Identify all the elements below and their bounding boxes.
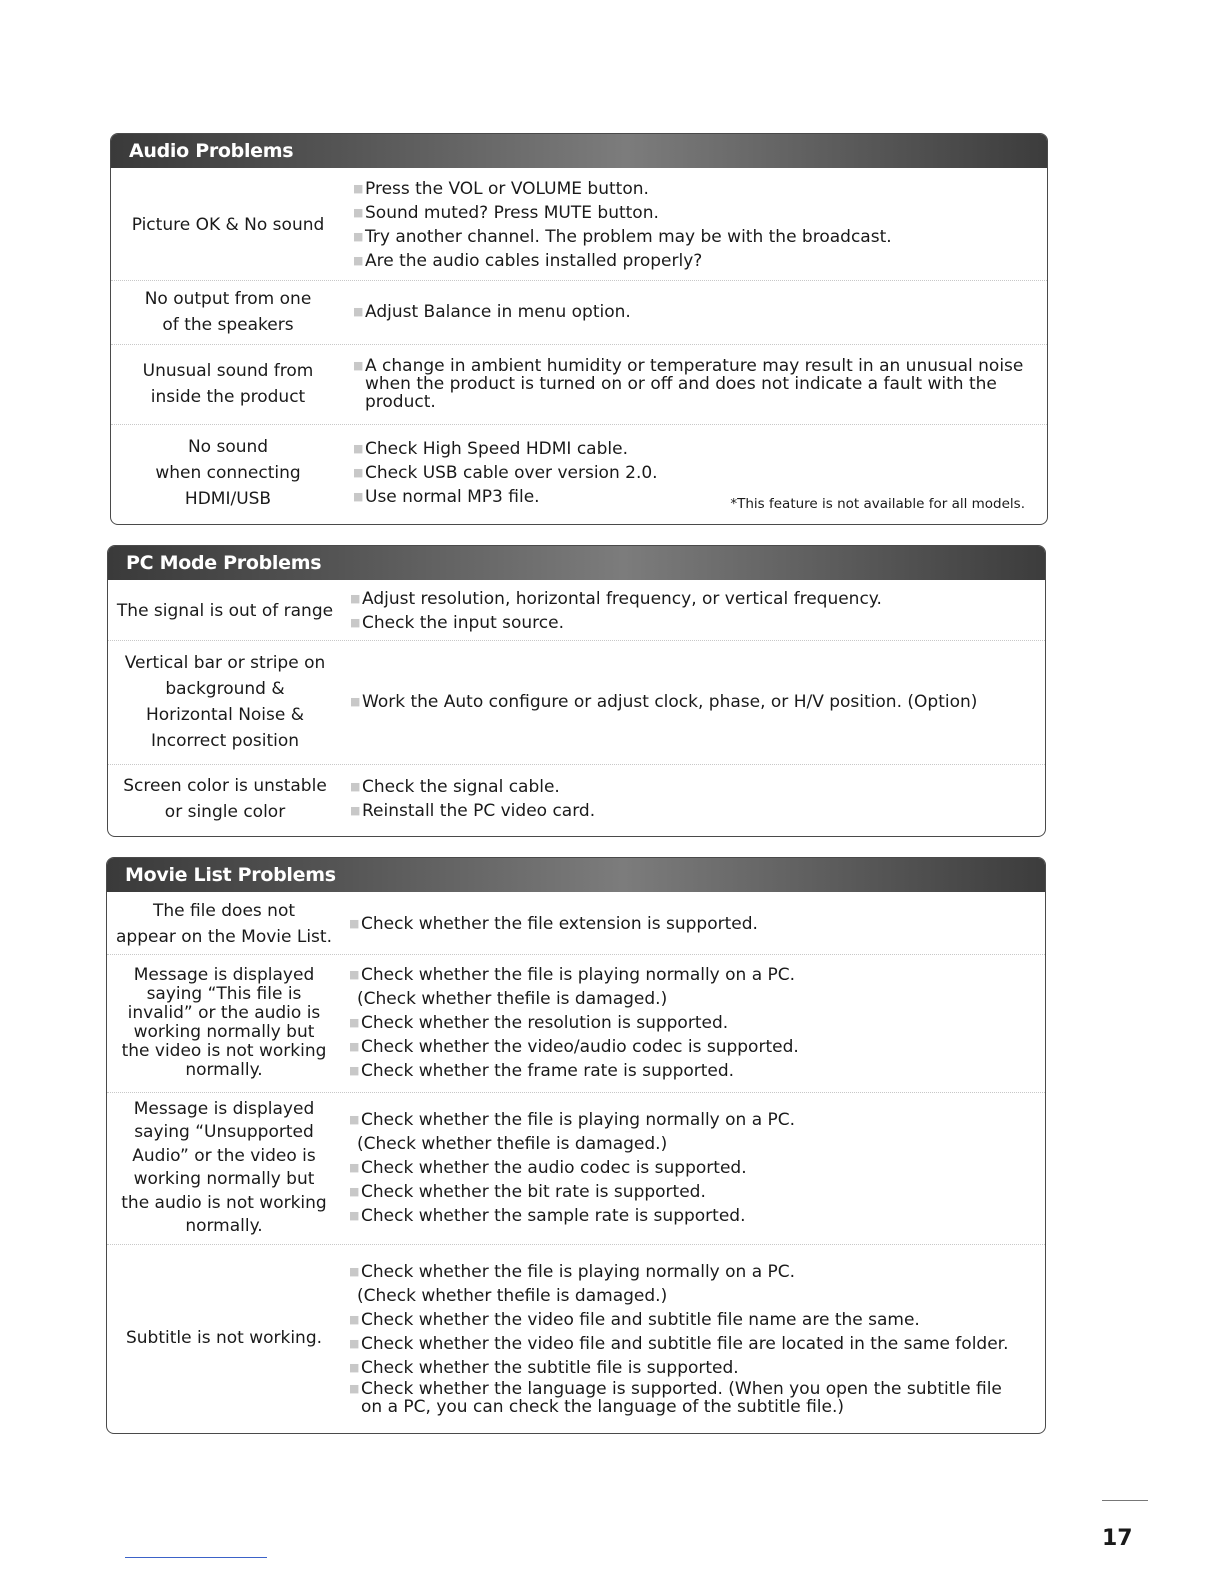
solution-item: ■ Check High Speed HDMI cable.	[353, 439, 628, 459]
solution-item: ■ Adjust Balance in menu option.	[353, 302, 631, 322]
solution-item: ■ Check the input source.	[350, 613, 564, 633]
solution-item: ■ Check whether the subtitle file is supported.	[349, 1358, 739, 1378]
section-header	[107, 858, 1045, 892]
bullet-icon: ■	[353, 305, 364, 318]
bullet-icon: ■	[350, 780, 361, 793]
solution-item: ■ Sound muted? Press MUTE button.	[353, 203, 659, 223]
solution-note: (Check whether thefile is damaged.)	[357, 1286, 668, 1306]
solution-list	[349, 954, 1025, 1092]
bullet-icon: ■	[349, 1040, 360, 1053]
solution-note: (Check whether thefile is damaged.)	[357, 989, 668, 1009]
problem-label: No output from one of the speakers	[144, 289, 312, 335]
solution-item: ■ Are the audio cables installed properly?	[353, 251, 703, 271]
problem-label: Message is displayed saying “This file is invalid” or the audio is working normally but the video is not working normally.	[121, 965, 327, 1080]
solution-item: ■ Check whether the bit rate is supported.	[349, 1182, 706, 1202]
bullet-icon: ■	[353, 466, 364, 479]
solution-item: ■ Use normal MP3 file.	[353, 487, 540, 507]
solution-item: ■ Check whether the video file and subtitle file are located in the same folder.	[349, 1334, 1009, 1354]
table-row	[111, 170, 1047, 281]
solution-list	[349, 894, 1025, 954]
bullet-icon: ■	[353, 442, 364, 455]
solution-item: ■ Check whether the audio codec is supported.	[349, 1158, 747, 1178]
solution-item: ■ Check whether the video/audio codec is supported.	[349, 1037, 799, 1057]
movie-list-problems-section	[106, 857, 1046, 1434]
solution-list	[349, 1244, 1025, 1432]
bullet-icon: ■	[349, 1185, 360, 1198]
table-row	[107, 894, 1045, 955]
solution-item: ■ Check whether the sample rate is supported.	[349, 1206, 746, 1226]
problem-label: The file does not appear on the Movie List.	[116, 901, 332, 947]
solution-list	[353, 170, 1027, 280]
problem-label: Subtitle is not working.	[125, 1328, 323, 1348]
bullet-icon: ■	[350, 695, 361, 708]
bullet-icon: ■	[353, 230, 364, 243]
problem-label: No sound when connecting HDMI/USB	[155, 437, 301, 509]
table-row	[111, 344, 1047, 425]
table-row	[107, 1092, 1045, 1245]
solution-item: ■ Check whether the file is playing normally on a PC.	[349, 1110, 796, 1130]
solution-item: ■ A change in ambient humidity or temperature may result in an unusual noise when the product is turned on or off and does not indicate a fault with the product.	[353, 356, 1024, 412]
solution-item: ■ Check whether the video file and subtitle file name are the same.	[349, 1310, 920, 1330]
solution-list	[350, 764, 1025, 834]
footer-rule	[125, 1557, 267, 1558]
problem-label: Vertical bar or stripe on background & Horizontal Noise & Incorrect position	[124, 653, 326, 751]
pc-mode-problems-section	[107, 545, 1046, 837]
audio-problems-section	[110, 133, 1048, 525]
bullet-icon: ■	[353, 359, 364, 372]
section-header	[111, 134, 1047, 168]
model-availability-note: *This feature is not available for all models.	[730, 496, 1025, 512]
table-row	[108, 764, 1045, 834]
solution-list	[353, 344, 1027, 424]
bullet-icon: ■	[349, 1161, 360, 1174]
bullet-icon: ■	[350, 804, 361, 817]
page-number: 17	[1102, 1526, 1133, 1551]
bullet-icon: ■	[353, 182, 364, 195]
solution-list	[350, 582, 1025, 640]
solution-item: ■ Reinstall the PC video card.	[350, 801, 596, 821]
problem-label: Picture OK & No sound	[131, 215, 325, 235]
page-number-rule	[1102, 1500, 1148, 1501]
bullet-icon: ■	[350, 616, 361, 629]
bullet-icon: ■	[353, 206, 364, 219]
bullet-icon: ■	[349, 917, 360, 930]
table-row	[111, 424, 1047, 522]
solution-item: ■ Check whether the frame rate is supported.	[349, 1061, 735, 1081]
solution-list	[353, 280, 1027, 344]
bullet-icon: ■	[349, 1064, 360, 1077]
solution-item: ■ Check whether the file is playing normally on a PC.	[349, 1262, 796, 1282]
bullet-icon: ■	[349, 1361, 360, 1374]
table-row	[107, 954, 1045, 1093]
bullet-icon: ■	[353, 490, 364, 503]
bullet-icon: ■	[349, 1313, 360, 1326]
problem-label: Unusual sound from inside the product	[142, 361, 314, 407]
solution-item: ■ Work the Auto configure or adjust clock, phase, or H/V position. (Option)	[350, 692, 978, 712]
bullet-icon: ■	[349, 1113, 360, 1126]
solution-item: ■ Check whether the language is supported. (When you open the subtitle file on a PC, you can check the language of the subtitle file.)	[349, 1379, 1002, 1417]
bullet-icon: ■	[350, 592, 361, 605]
problem-label: Screen color is unstable or single color	[123, 776, 327, 822]
solution-item: ■ Check whether the file is playing normally on a PC.	[349, 965, 796, 985]
table-row	[108, 582, 1045, 641]
bullet-icon: ■	[353, 254, 364, 267]
solution-item: ■ Press the VOL or VOLUME button.	[353, 179, 649, 199]
solution-note: (Check whether thefile is damaged.)	[357, 1134, 668, 1154]
bullet-icon: ■	[349, 1016, 360, 1029]
table-row	[111, 280, 1047, 345]
problem-label: The signal is out of range	[116, 601, 334, 621]
bullet-icon: ■	[349, 1337, 360, 1350]
solution-list	[350, 640, 1025, 764]
section-title: PC Mode Problems	[126, 552, 322, 574]
bullet-icon: ■	[349, 1265, 360, 1278]
solution-item: ■ Try another channel. The problem may be with the broadcast.	[353, 227, 892, 247]
bullet-icon: ■	[349, 1209, 360, 1222]
solution-item: ■ Check the signal cable.	[350, 777, 560, 797]
solution-item: ■ Check whether the resolution is supported.	[349, 1013, 729, 1033]
section-header	[108, 546, 1045, 580]
problem-label: Message is displayed saying “Unsupported Audio” or the video is working normally but the audio is not working normally.	[121, 1098, 327, 1236]
solution-list	[349, 1092, 1025, 1244]
section-title: Audio Problems	[129, 140, 294, 162]
solution-item: ■ Adjust resolution, horizontal frequency, or vertical frequency.	[350, 589, 882, 609]
solution-item: ■ Check USB cable over version 2.0.	[353, 463, 658, 483]
table-row	[107, 1244, 1045, 1432]
table-row	[108, 640, 1045, 765]
section-title: Movie List Problems	[125, 864, 336, 886]
solution-item: ■ Check whether the file extension is supported.	[349, 914, 758, 934]
bullet-icon: ■	[349, 1382, 360, 1395]
bullet-icon: ■	[349, 968, 360, 981]
